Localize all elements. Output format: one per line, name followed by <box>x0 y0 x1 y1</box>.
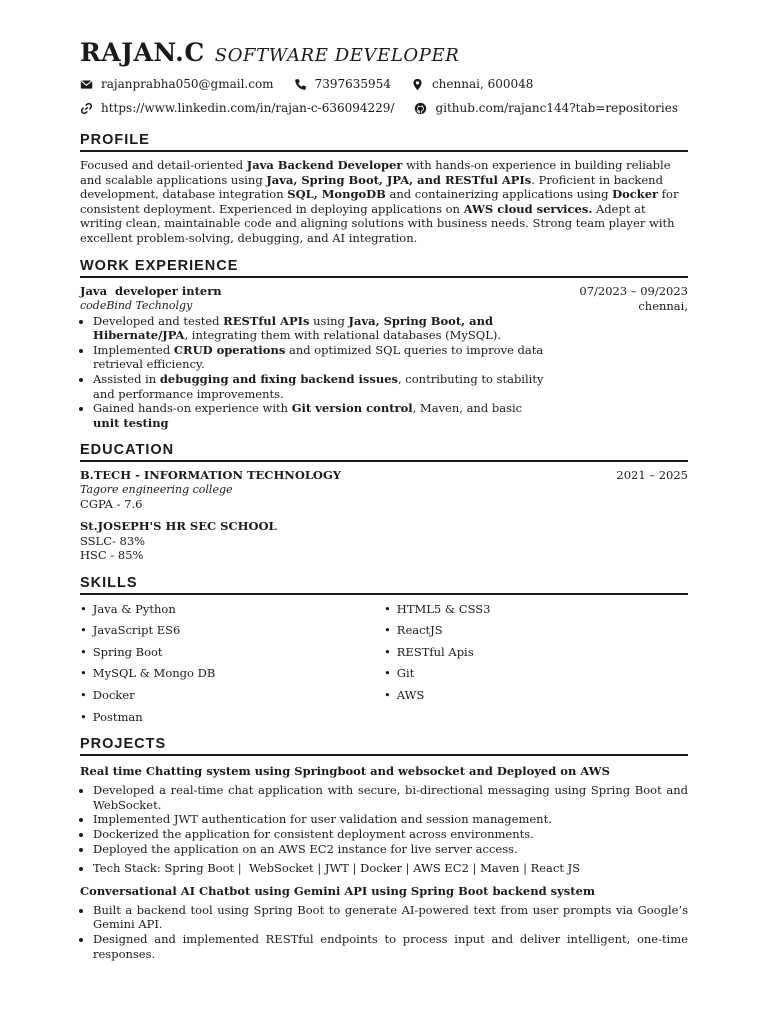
projects-section <box>80 736 688 961</box>
contact-row-1 <box>80 72 688 96</box>
job-dates: 07/2023 – 09/2023 <box>579 283 688 298</box>
github-text: github.com/rajanc144?tab=repositories <box>435 101 679 115</box>
job-title: Java developer intern <box>80 283 222 298</box>
skills-heading: SKILLS <box>80 575 688 595</box>
degree-title: B.TECH - INFORMATION TECHNOLOGY <box>80 468 341 483</box>
degree-dates: 2021 – 2025 <box>616 468 688 483</box>
list-item: • Deployed the application on an AWS EC2 instance for live server access. <box>93 842 688 857</box>
github-icon <box>414 102 427 115</box>
location-pin-icon <box>411 78 424 91</box>
list-item: • Assisted in debugging and fixing backend issues, contributing to stability and performance improvements. <box>93 372 548 401</box>
cgpa-text: CGPA - 7.6 <box>80 497 143 512</box>
list-item: • ReactJS <box>384 622 688 644</box>
hsc-score: HSC - 85% <box>80 548 144 563</box>
degree-entry <box>80 468 688 512</box>
list-item: • Developed and tested RESTful APIs using Java, Spring Boot, and Hibernate/JPA, integrating them with relational databases (MySQL). <box>93 314 548 343</box>
list-item: • Designed and implemented RESTful endpoints to process input and deliver intelligent, one-time responses. <box>93 932 688 961</box>
education-heading: EDUCATION <box>80 442 688 462</box>
work-section <box>80 258 688 431</box>
list-item: • RESTful Apis <box>384 644 688 666</box>
list-item: • MySQL & Mongo DB <box>80 665 384 687</box>
list-item: • JavaScript ES6 <box>80 622 384 644</box>
list-item: • HTML5 & CSS3 <box>384 601 688 623</box>
list-item: • Implemented JWT authentication for user validation and session management. <box>93 812 688 827</box>
candidate-name: RAJAN.C <box>80 38 205 67</box>
list-item: • Git <box>384 665 688 687</box>
list-item: • Gained hands-on experience with Git version control, Maven, and basic unit testing <box>93 401 548 430</box>
profile-summary: Focused and detail-oriented Java Backend Developer with hands-on experience in building reliable and scalable applications using Java, Spring Boot, JPA, and RESTful APIs. Proficient in backend development, database integration SQL, MongoDB and containerizing applications using Docker for consistent deployment. Experienced in deploying applications on AWS cloud services. Adept at writing clean, maintainable code and aligning solutions with business needs. Strong team player with excellent problem-solving, debugging, and AI integration. <box>80 158 679 245</box>
list-item: • Developed a real-time chat application with secure, bi-directional messaging using Spring Boot and WebSocket. <box>93 783 688 812</box>
location-text: chennai, 600048 <box>431 77 534 91</box>
sslc-score: SSLC- 83% <box>80 533 146 548</box>
work-entry-header <box>80 284 688 314</box>
contact-row-2 <box>80 96 688 120</box>
skills-grid <box>80 601 688 731</box>
profile-section <box>80 132 688 246</box>
school-entry <box>80 519 688 563</box>
phone-contact[interactable] <box>294 77 391 91</box>
profile-heading: PROFILE <box>80 132 688 152</box>
skills-section <box>80 575 688 731</box>
list-item: • Spring Boot <box>80 644 384 666</box>
list-item: • Java & Python <box>80 601 384 623</box>
email-contact[interactable] <box>80 77 274 91</box>
education-section <box>80 442 688 562</box>
github-link[interactable] <box>414 101 678 115</box>
list-item: • Built a backend tool using Spring Boot to generate AI-powered text from user prompts via Google’s Gemini API. <box>93 903 688 932</box>
skills-left-column <box>80 601 384 731</box>
list-item: • Dockerized the application for consistent deployment across environments. <box>93 827 688 842</box>
link-icon <box>80 102 93 115</box>
school-name: St.JOSEPH'S HR SEC SCHOOL <box>80 518 277 533</box>
list-item: • Implemented CRUD operations and optimized SQL queries to improve data retrieval efficiency. <box>93 343 548 372</box>
envelope-icon <box>80 78 93 91</box>
skills-right-column <box>384 601 688 731</box>
email-text: rajanprabha050@gmail.com <box>101 77 274 91</box>
linkedin-text: https://www.linkedin.com/in/rajan-c-636094229/ <box>101 101 395 115</box>
phone-text: 7397635954 <box>314 77 391 91</box>
name-header <box>80 38 688 72</box>
phone-icon <box>294 78 307 91</box>
location-contact <box>411 77 533 91</box>
linkedin-link[interactable] <box>80 101 394 115</box>
work-bullets <box>80 314 548 431</box>
tech-stack: • Tech Stack: Spring Boot | WebSocket | JWT | Docker | AWS EC2 | Maven | React JS <box>93 861 688 876</box>
job-location: chennai, <box>638 298 688 313</box>
candidate-role: SOFTWARE DEVELOPER <box>214 45 460 66</box>
project-2-bullets <box>80 903 688 961</box>
list-item: • Docker <box>80 687 384 709</box>
resume-page <box>80 38 688 961</box>
company-name: codeBind Technolgy <box>80 298 193 312</box>
project-1-bullets <box>80 783 688 856</box>
project-1-tech <box>80 861 688 876</box>
work-heading: WORK EXPERIENCE <box>80 258 688 278</box>
list-item: • Postman <box>80 709 384 731</box>
projects-heading: PROJECTS <box>80 736 688 756</box>
college-name: Tagore engineering college <box>80 483 233 497</box>
project-1-title: Real time Chatting system using Springboot and websocket and Deployed on AWS <box>80 764 610 779</box>
list-item: • AWS <box>384 687 688 709</box>
project-2-title: Conversational AI Chatbot using Gemini API using Spring Boot backend system <box>80 883 596 898</box>
